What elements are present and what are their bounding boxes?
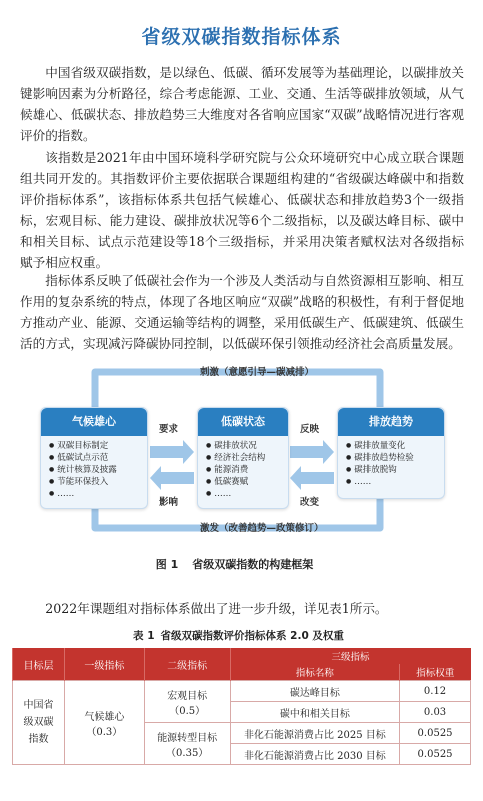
list-item: ● 碳排放状况: [206, 440, 288, 452]
request-label: 要求: [159, 424, 179, 435]
level2-weight: （0.35）: [166, 747, 209, 759]
list-item: ● 低碳试点示范: [49, 452, 147, 464]
top-loop-label: 刺激（意愿引导—碳减排）: [200, 367, 315, 378]
table-row: [13, 681, 471, 702]
table-title: 省级双碳指数评价指标体系 2.0 及权重: [160, 630, 344, 642]
arrow-request: [150, 440, 194, 464]
indicator-name: 非化石能源消费占比 2025 目标: [230, 723, 399, 744]
arrow-feedback: [290, 440, 334, 464]
list-item: ● 碳排放量变化: [346, 440, 444, 452]
list-item: ● 统计核算及披露: [49, 464, 147, 476]
list-item: ● 碳排放趋势检验: [346, 452, 444, 464]
header-level2: 二级指标: [144, 648, 230, 681]
figure-number: 图 1: [155, 558, 179, 571]
figure-title: 省级双碳指数的构建框架: [192, 558, 314, 571]
framework-diagram: [0, 360, 483, 550]
box-emission-trend: [337, 407, 445, 499]
change-label: 改变: [300, 497, 320, 508]
indicator-weight: 0.03: [400, 702, 471, 723]
list-item: ● 节能环保投入: [49, 476, 147, 488]
indicator-name: 非化石能源消费占比 2030 目标: [230, 744, 399, 765]
page-title: 省级双碳指数指标体系: [141, 26, 342, 48]
table-caption: [0, 628, 483, 643]
box-title: 低碳状态: [198, 408, 288, 436]
indicator-table: [12, 648, 471, 765]
list-item: ● ……: [206, 488, 288, 500]
arrow-influence: [150, 466, 194, 490]
box-climate-ambition: [40, 407, 148, 509]
box-low-carbon-state: [197, 407, 289, 509]
level2-cell: [144, 723, 230, 765]
arrow-change: [290, 466, 334, 490]
list-item: ● ……: [346, 476, 444, 488]
target-cell: 中国省级双碳指数: [13, 681, 65, 765]
level2-cell: [144, 681, 230, 723]
header-level1: 一级指标: [64, 648, 144, 681]
level1-weight: （0.3）: [86, 726, 123, 738]
header-weight: 指标权重: [400, 664, 471, 681]
indicator-weight: 0.0525: [400, 744, 471, 765]
list-item: ● 低碳赛赋: [206, 476, 288, 488]
indicator-name: 碳中和相关目标: [230, 702, 399, 723]
level2-name: 能源转型目标: [157, 732, 218, 744]
list-item: ● ……: [49, 488, 147, 500]
paragraph-3: 指标体系反映了低碳社会作为一个涉及人类活动与自然资源相互影响、相互作用的复杂系统的特点，体现了各地区响应“双碳”战略的积极性，有利于督促地方推动产业、能源、交通运输等结构的调整，采用低碳生产、低碳建筑、低碳生活的方式，实现减污降碳协同控制，以低碳环保引领推动经济社会高质量发展。: [20, 273, 464, 351]
paragraph-2: 该指数是2021年由中国环境科学研究院与公众环境研究中心成立联合课题组共同开发的。其指数评价主要依据联合课题组构建的“省级碳达峰碳中和指数评价指标体系”，该指标体系共包括气候雄心、低碳状态和排放趋势3个一级指标，宏观目标、能力建设、碳排放状况等6个二级指标，以及碳达峰目标、碳中和相关目标、试点示范建设等18个三级指标，并采用决策者赋权法对各级指标赋予相应权重。: [20, 150, 464, 270]
level2-name: 宏观目标: [167, 690, 208, 702]
header-name: 指标名称: [230, 664, 399, 681]
table-intro-sentence: 2022年课题组对指标体系做出了进一步升级，详见表1所示。: [45, 601, 388, 616]
figure-caption: [0, 556, 483, 572]
paragraph-1: 中国省级双碳指数，是以绿色、低碳、循环发展等为基础理论，以碳排放关键影响因素为分析路径，综合考虑能源、工业、交通、生活等碳排放领域，从气候雄心、低碳状态、排放趋势三大维度对各省响应国家“双碳”战略情况进行客观评价的指数。: [20, 65, 464, 143]
header-target: 目标层: [13, 648, 65, 681]
list-item: ● 碳排放脱钩: [346, 464, 444, 476]
box-title: 排放趋势: [338, 408, 444, 436]
indicator-weight: 0.0525: [400, 723, 471, 744]
indicator-weight: 0.12: [400, 681, 471, 702]
list-item: ● 双碳目标制定: [49, 440, 147, 452]
feedback-label: 反映: [300, 424, 320, 435]
list-item: ● 经济社会结构: [206, 452, 288, 464]
table-number: 表 1: [133, 630, 155, 642]
indicator-name: 碳达峰目标: [230, 681, 399, 702]
level1-cell: [64, 681, 144, 765]
level1-name: 气候雄心: [84, 711, 125, 723]
bottom-loop-label: 激发（改善趋势—政策修订）: [200, 523, 324, 534]
list-item: ● 能源消费: [206, 464, 288, 476]
box-title: 气候雄心: [41, 408, 147, 436]
level2-weight: （0.5）: [169, 705, 206, 717]
header-level3: 三级指标: [230, 648, 470, 664]
influence-label: 影响: [159, 497, 179, 508]
